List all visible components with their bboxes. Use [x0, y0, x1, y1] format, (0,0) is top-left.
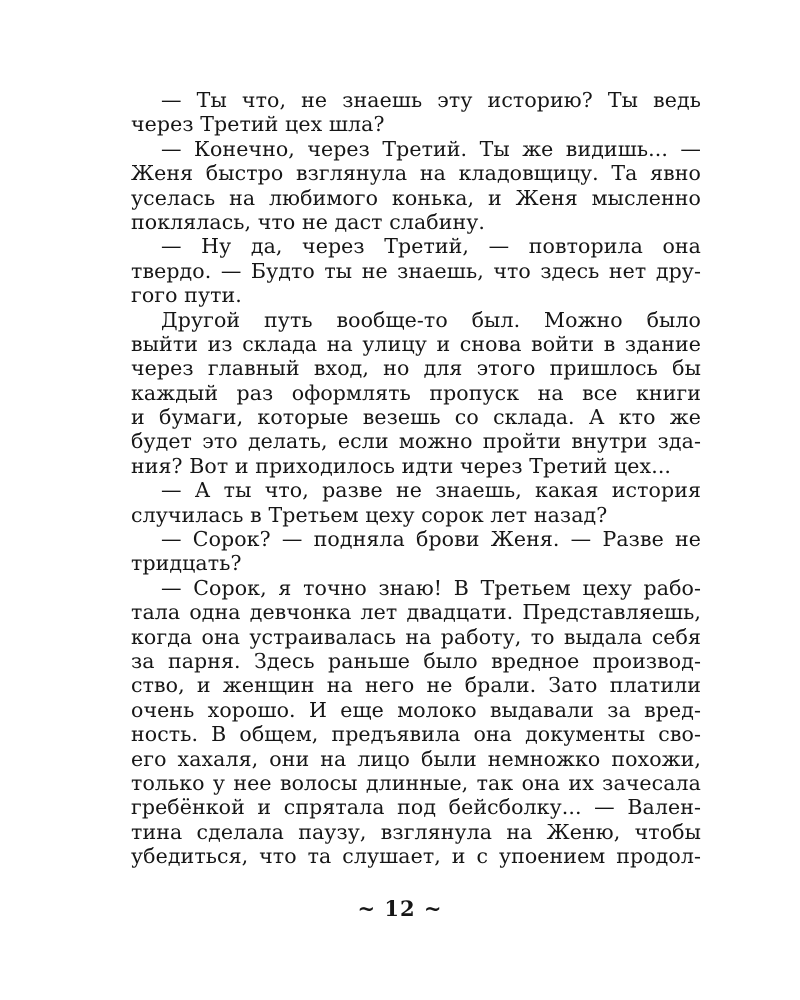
text-line: — А ты что, разве не знаешь, какая история: [161, 478, 701, 503]
text-line: выйти из склада на улицу и снова войти в здание: [131, 331, 701, 356]
text-line: гого пути.: [131, 283, 242, 308]
text-line: будет это делать, если можно пройти внутри зда-: [131, 429, 701, 454]
text-line: очень хорошо. И еще молоко выдавали за вред-: [131, 697, 701, 722]
text-line: ство, и женщин на него не брали. Зато платили: [131, 673, 701, 698]
text-line: ность. В общем, предъявила она документы сво-: [131, 722, 701, 747]
text-line: — Конечно, через Третий. Ты же видишь... —: [161, 136, 701, 161]
text-line: убедиться, что та слушает, и с упоением продол-: [131, 844, 701, 869]
text-line: через Третий цех шла?: [131, 112, 385, 137]
text-line: его хахаля, они на лицо были немножко похожи,: [131, 746, 701, 771]
text-line: тина сделала паузу, взглянула на Женю, чтобы: [131, 819, 701, 844]
body-text: [131, 88, 701, 869]
text-line: — Ты что, не знаешь эту историю? Ты ведь: [161, 88, 701, 112]
text-line: уселась на любимого конька, и Женя мысленно: [131, 185, 701, 210]
text-line: — Сорок, я точно знаю! В Третьем цеху рабо-: [161, 575, 701, 600]
text-line: когда она устраивалась на работу, то выдала себя: [131, 624, 701, 649]
page-number: ~ 12 ~: [357, 896, 443, 921]
text-line: — Сорок? — подняла брови Женя. — Разве не: [161, 527, 701, 552]
text-line: Другой путь вообще-то был. Можно было: [161, 307, 701, 332]
text-line: — Ну да, через Третий, — повторила она: [161, 234, 701, 259]
text-line: поклялась, что не даст слабину.: [131, 209, 486, 234]
text-line: твердо. — Будто ты не знаешь, что здесь нет дру-: [131, 258, 701, 283]
text-line: тридцать?: [131, 551, 242, 576]
text-line: случилась в Третьем цеху сорок лет назад?: [131, 502, 608, 527]
text-line: ния? Вот и приходилось идти через Третий цех...: [131, 453, 672, 478]
text-line: каждый раз оформлять пропуск на все книги: [131, 380, 701, 405]
text-line: через главный вход, но для этого пришлось бы: [131, 356, 701, 381]
text-line: Женя быстро взглянула на кладовщицу. Та явно: [131, 161, 701, 186]
text-line: за парня. Здесь раньше было вредное производ-: [131, 648, 701, 673]
text-line: тала одна девчонка лет двадцати. Представляешь,: [131, 600, 701, 625]
text-line: и бумаги, которые везешь со склада. А кто же: [131, 405, 701, 430]
text-line: гребёнкой и спрятала под бейсболку... — Вален-: [131, 795, 701, 820]
text-line: только у нее волосы длинные, так она их зачесала: [131, 770, 701, 795]
